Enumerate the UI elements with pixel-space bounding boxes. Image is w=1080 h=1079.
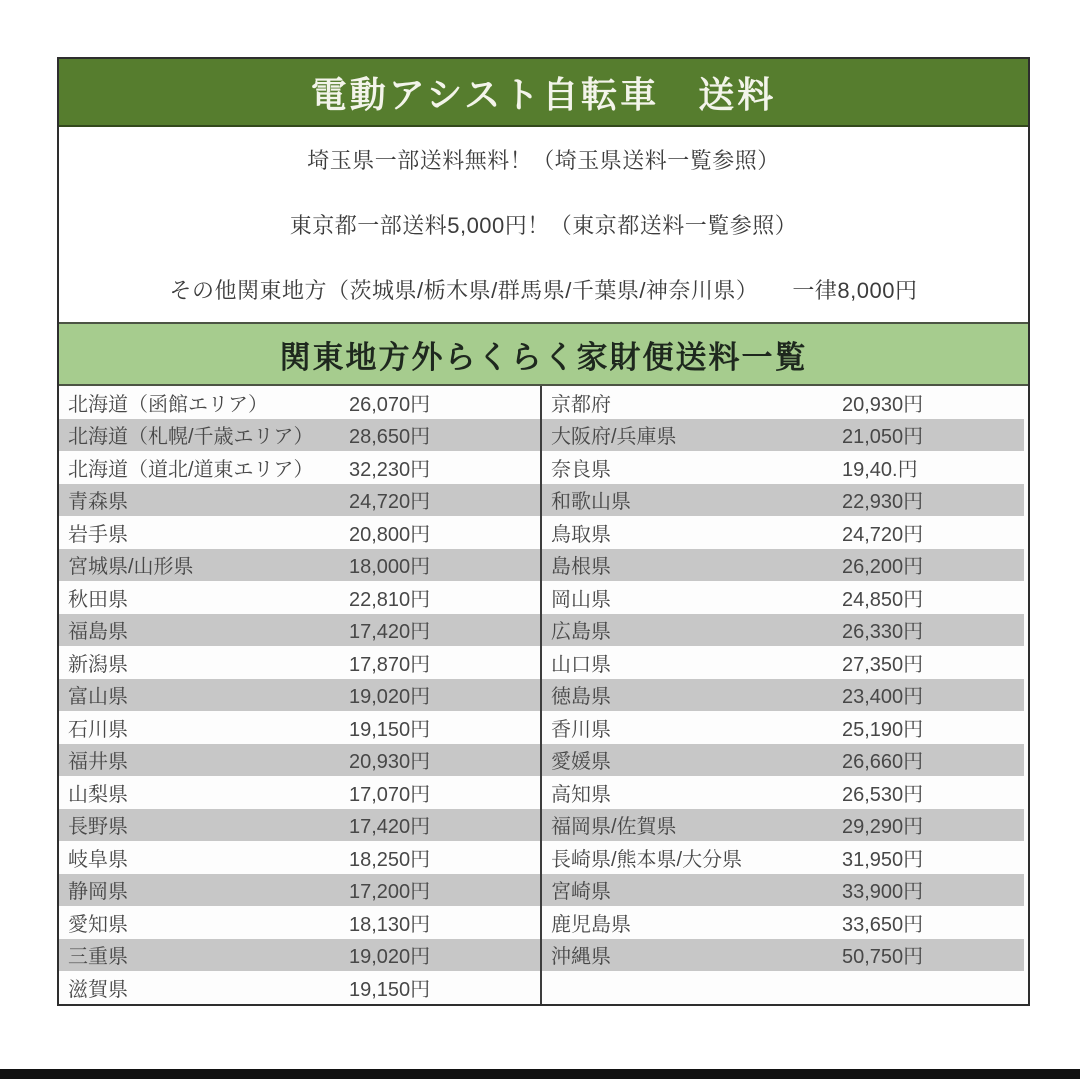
page-title: 電動アシスト自転車 送料 — [59, 59, 1028, 127]
fee-cell: 26,330円 — [842, 614, 1024, 647]
fee-cell: 26,530円 — [842, 783, 924, 806]
region-cell: 鹿児島県 — [540, 906, 842, 939]
fee-cell: 19,40.円 — [842, 458, 918, 481]
fee-cell: 26,200円 — [842, 549, 1024, 582]
region-cell: 岩手県 — [68, 523, 128, 546]
note-kanto-other: その他関東地方（茨城県/栃木県/群馬県/千葉県/神奈川県） 一律8,000円 — [169, 278, 918, 303]
table-title: 関東地方外らくらく家財便送料一覧 — [59, 322, 1028, 386]
fee-cell: 20,930円 — [349, 744, 540, 777]
region-cell: 静岡県 — [59, 874, 349, 907]
region-cell: 山口県 — [540, 646, 842, 679]
region-cell: 宮崎県 — [540, 874, 842, 907]
fee-cell: 26,070円 — [349, 393, 431, 416]
fee-cell: 27,350円 — [842, 653, 924, 676]
region-cell: 三重県 — [59, 939, 349, 972]
fee-cell: 19,150円 — [349, 718, 431, 741]
region-cell: 福島県 — [59, 614, 349, 647]
fee-cell: 17,870円 — [349, 653, 431, 676]
notes-section — [59, 127, 1028, 322]
region-cell: 滋賀県 — [68, 978, 128, 1001]
fee-cell: 18,000円 — [349, 549, 540, 582]
fee-cell: 50,750円 — [842, 939, 1024, 972]
fee-cell: 19,020円 — [349, 939, 540, 972]
fee-cell: 19,020円 — [349, 679, 540, 712]
region-cell: 北海道（札幌/千歳エリア） — [59, 419, 349, 452]
fee-cell — [842, 971, 1024, 1004]
fee-cell: 25,190円 — [842, 718, 924, 741]
fee-cell: 26,660円 — [842, 744, 1024, 777]
region-cell: 和歌山県 — [540, 484, 842, 517]
fee-cell: 23,400円 — [842, 679, 1024, 712]
region-cell: 香川県 — [540, 711, 842, 744]
shipping-fee-table — [59, 386, 1028, 1004]
region-cell: 高知県 — [540, 776, 842, 809]
region-cell: 富山県 — [59, 679, 349, 712]
region-cell: 鳥取県 — [540, 516, 842, 549]
note-saitama: 埼玉県一部送料無料！（埼玉県送料一覧参照） — [307, 148, 780, 173]
region-cell: 石川県 — [68, 718, 128, 741]
region-cell: 福岡県/佐賀県 — [540, 809, 842, 842]
region-cell: 北海道（道北/道東エリア） — [68, 458, 314, 481]
fee-cell: 18,250円 — [349, 848, 431, 871]
fee-cell: 33,900円 — [842, 874, 1024, 907]
fee-cell: 32,230円 — [349, 458, 431, 481]
fee-cell: 17,070円 — [349, 783, 431, 806]
fee-cell: 20,930円 — [842, 393, 924, 416]
sheet-frame — [57, 57, 1030, 1006]
region-cell: 広島県 — [540, 614, 842, 647]
region-cell: 青森県 — [59, 484, 349, 517]
fee-cell: 22,810円 — [349, 588, 431, 611]
region-cell: 愛知県 — [68, 913, 128, 936]
fee-cell: 17,420円 — [349, 614, 540, 647]
region-cell: 秋田県 — [68, 588, 128, 611]
fee-cell: 24,720円 — [349, 484, 540, 517]
region-cell: 長野県 — [59, 809, 349, 842]
region-cell: 福井県 — [59, 744, 349, 777]
region-cell: 北海道（函館エリア） — [68, 393, 268, 416]
note-tokyo: 東京都一部送料5,000円！（東京都送料一覧参照） — [289, 213, 798, 238]
fee-cell: 29,290円 — [842, 809, 1024, 842]
fee-cell: 17,200円 — [349, 874, 540, 907]
region-cell: 大阪府/兵庫県 — [540, 419, 842, 452]
region-cell: 宮城県/山形県 — [59, 549, 349, 582]
region-cell: 愛媛県 — [540, 744, 842, 777]
fee-cell: 17,420円 — [349, 809, 540, 842]
fee-cell: 24,720円 — [842, 523, 924, 546]
region-cell: 徳島県 — [540, 679, 842, 712]
region-cell: 長崎県/熊本県/大分県 — [540, 841, 842, 874]
region-cell: 山梨県 — [68, 783, 128, 806]
fee-cell: 24,850円 — [842, 588, 924, 611]
fee-cell: 20,800円 — [349, 523, 431, 546]
region-cell: 島根県 — [540, 549, 842, 582]
fee-cell: 19,150円 — [349, 978, 431, 1001]
region-cell: 奈良県 — [540, 451, 842, 484]
region-cell: 京都府 — [540, 386, 842, 419]
fee-cell: 18,130円 — [349, 913, 431, 936]
region-cell: 沖縄県 — [540, 939, 842, 972]
region-cell — [540, 971, 842, 1004]
fee-cell: 31,950円 — [842, 848, 924, 871]
fee-cell: 21,050円 — [842, 419, 1024, 452]
region-cell: 岐阜県 — [68, 848, 128, 871]
bottom-black-bar — [0, 1069, 1080, 1079]
fee-cell: 28,650円 — [349, 419, 540, 452]
region-cell: 岡山県 — [540, 581, 842, 614]
region-cell: 新潟県 — [68, 653, 128, 676]
fee-cell: 22,930円 — [842, 484, 1024, 517]
fee-cell: 33,650円 — [842, 913, 924, 936]
